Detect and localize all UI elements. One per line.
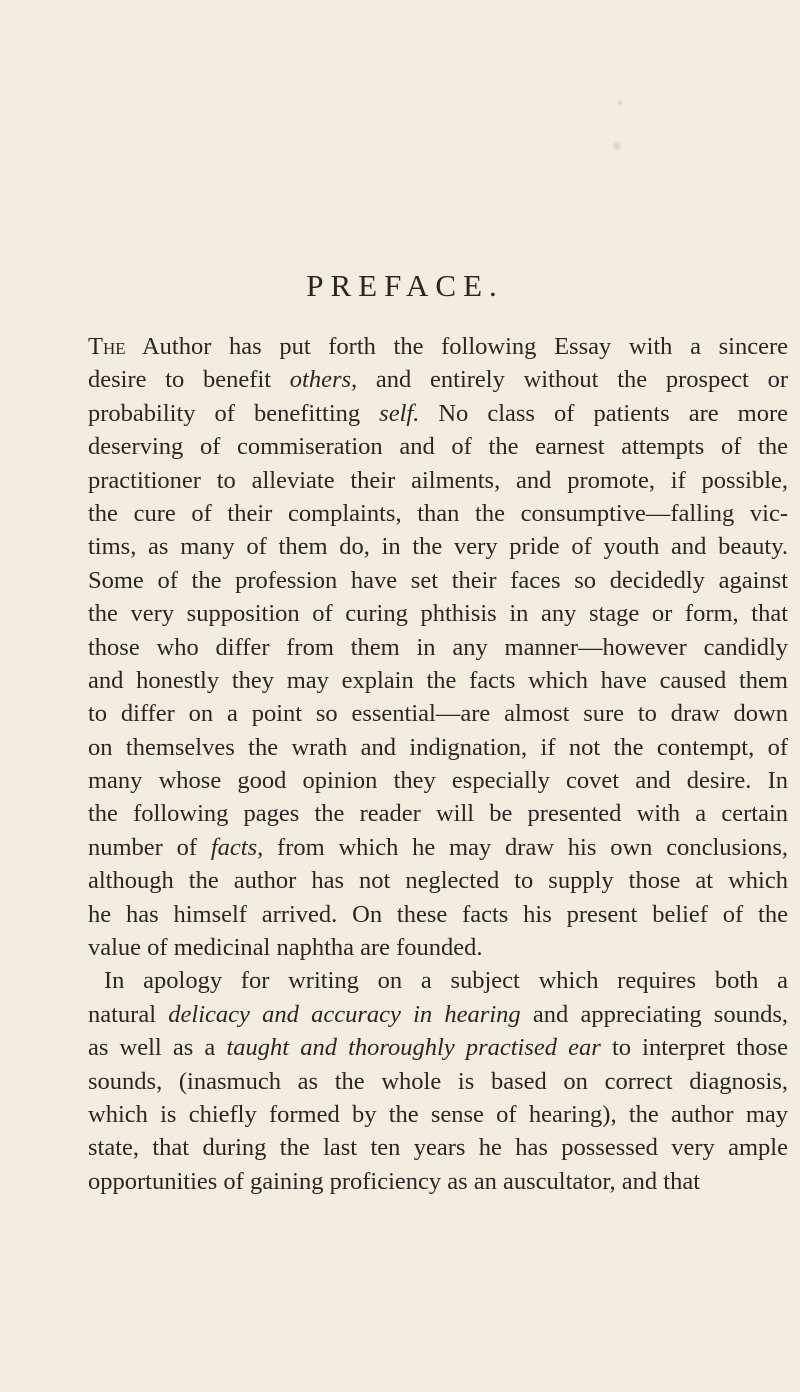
text-line [88,931,788,964]
text-line [88,497,788,530]
page-title: PREFACE. [306,268,504,303]
text-run: and appreciating sounds, [520,1000,788,1028]
text-line [88,363,788,396]
text-line [88,797,788,830]
text-run: the cure of their complaints, than the consumptive—falling vic- [88,499,788,527]
italic-text: others, [289,366,358,394]
text-line [88,564,788,597]
text-run: Some of the profession have set their faces so decidedly against [88,566,788,594]
text-run: desire to benefit [88,366,290,394]
text-run: the very supposition of curing phthisis in any stage or form, that [88,600,788,628]
text-run: to differ on a point so essential—are almost sure to draw down [88,700,788,728]
text-line [88,430,788,463]
text-line [88,998,788,1031]
text-run: practitioner to alleviate their ailments, and promote, if possible, [88,466,788,494]
text-line [88,597,788,630]
italic-text: self. [379,399,420,427]
text-run: he has himself arrived. On these facts his present belief of the [88,900,788,928]
text-line [88,631,788,664]
text-line [88,1165,788,1198]
text-line [88,664,788,697]
text-line [88,731,788,764]
text-line [88,764,788,797]
text-run: tims, as many of them do, in the very pride of youth and beauty. [88,533,788,561]
text-run: many whose good opinion they especially covet and desire. In [88,767,788,795]
italic-text: taught and thoroughly practised ear [226,1034,601,1062]
text-run: state, that during the last ten years he has possessed very ample [88,1134,788,1162]
text-run: on themselves the wrath and indignation, if not the contempt, of [88,733,788,761]
text-line [88,1098,788,1131]
text-line [88,1031,788,1064]
text-run: from which he may draw his own conclusions, [263,833,788,861]
text-run: deserving of commiseration and of the earnest attempts of the [88,433,788,461]
paragraph [88,964,788,1198]
text-line [88,1131,788,1164]
text-run: In apology for writing on a subject which requires both a [104,967,788,995]
text-line [88,697,788,730]
text-line [88,898,788,931]
text-run: natural [88,1000,169,1028]
text-run: although the author has not neglected to supply those at which [88,867,788,895]
text-run: which is chiefly formed by the sense of hearing), the author may [88,1100,788,1128]
italic-text: delicacy and accuracy in hearing [168,1000,521,1028]
text-line [88,831,788,864]
italic-text: facts, [210,833,264,861]
paragraph [88,330,788,964]
text-run: No class of patients are more [419,399,788,427]
paper-blemish [612,140,622,152]
text-line [88,1065,788,1098]
text-run: number of [88,833,211,861]
text-line [88,464,788,497]
paper-blemish [617,100,623,106]
text-line [88,530,788,563]
text-run: and entirely without the prospect or [357,366,789,394]
text-run: and honestly they may explain the facts which have caused them [88,666,788,694]
text-run: to interpret those [600,1034,788,1062]
text-run: Author has put forth the following Essay with a sincere [125,333,788,360]
text-run: as well as a [88,1034,227,1062]
text-run: those who differ from them in any manner—however candidly [88,633,788,661]
text-run: probability of benefitting [88,399,380,427]
text-run: opportunities of gaining proficiency as an auscultator, and that [88,1167,701,1195]
text-line [88,864,788,897]
text-line [88,964,788,997]
text-line [88,330,788,363]
text-line [88,397,788,430]
text-run: the following pages the reader will be presented with a certain [88,800,788,828]
small-caps-text: The [88,333,126,360]
text-run: sounds, (inasmuch as the whole is based on correct diagnosis, [88,1067,788,1095]
preface-body [88,330,788,1198]
text-run: value of medicinal naphtha are founded. [88,934,483,962]
